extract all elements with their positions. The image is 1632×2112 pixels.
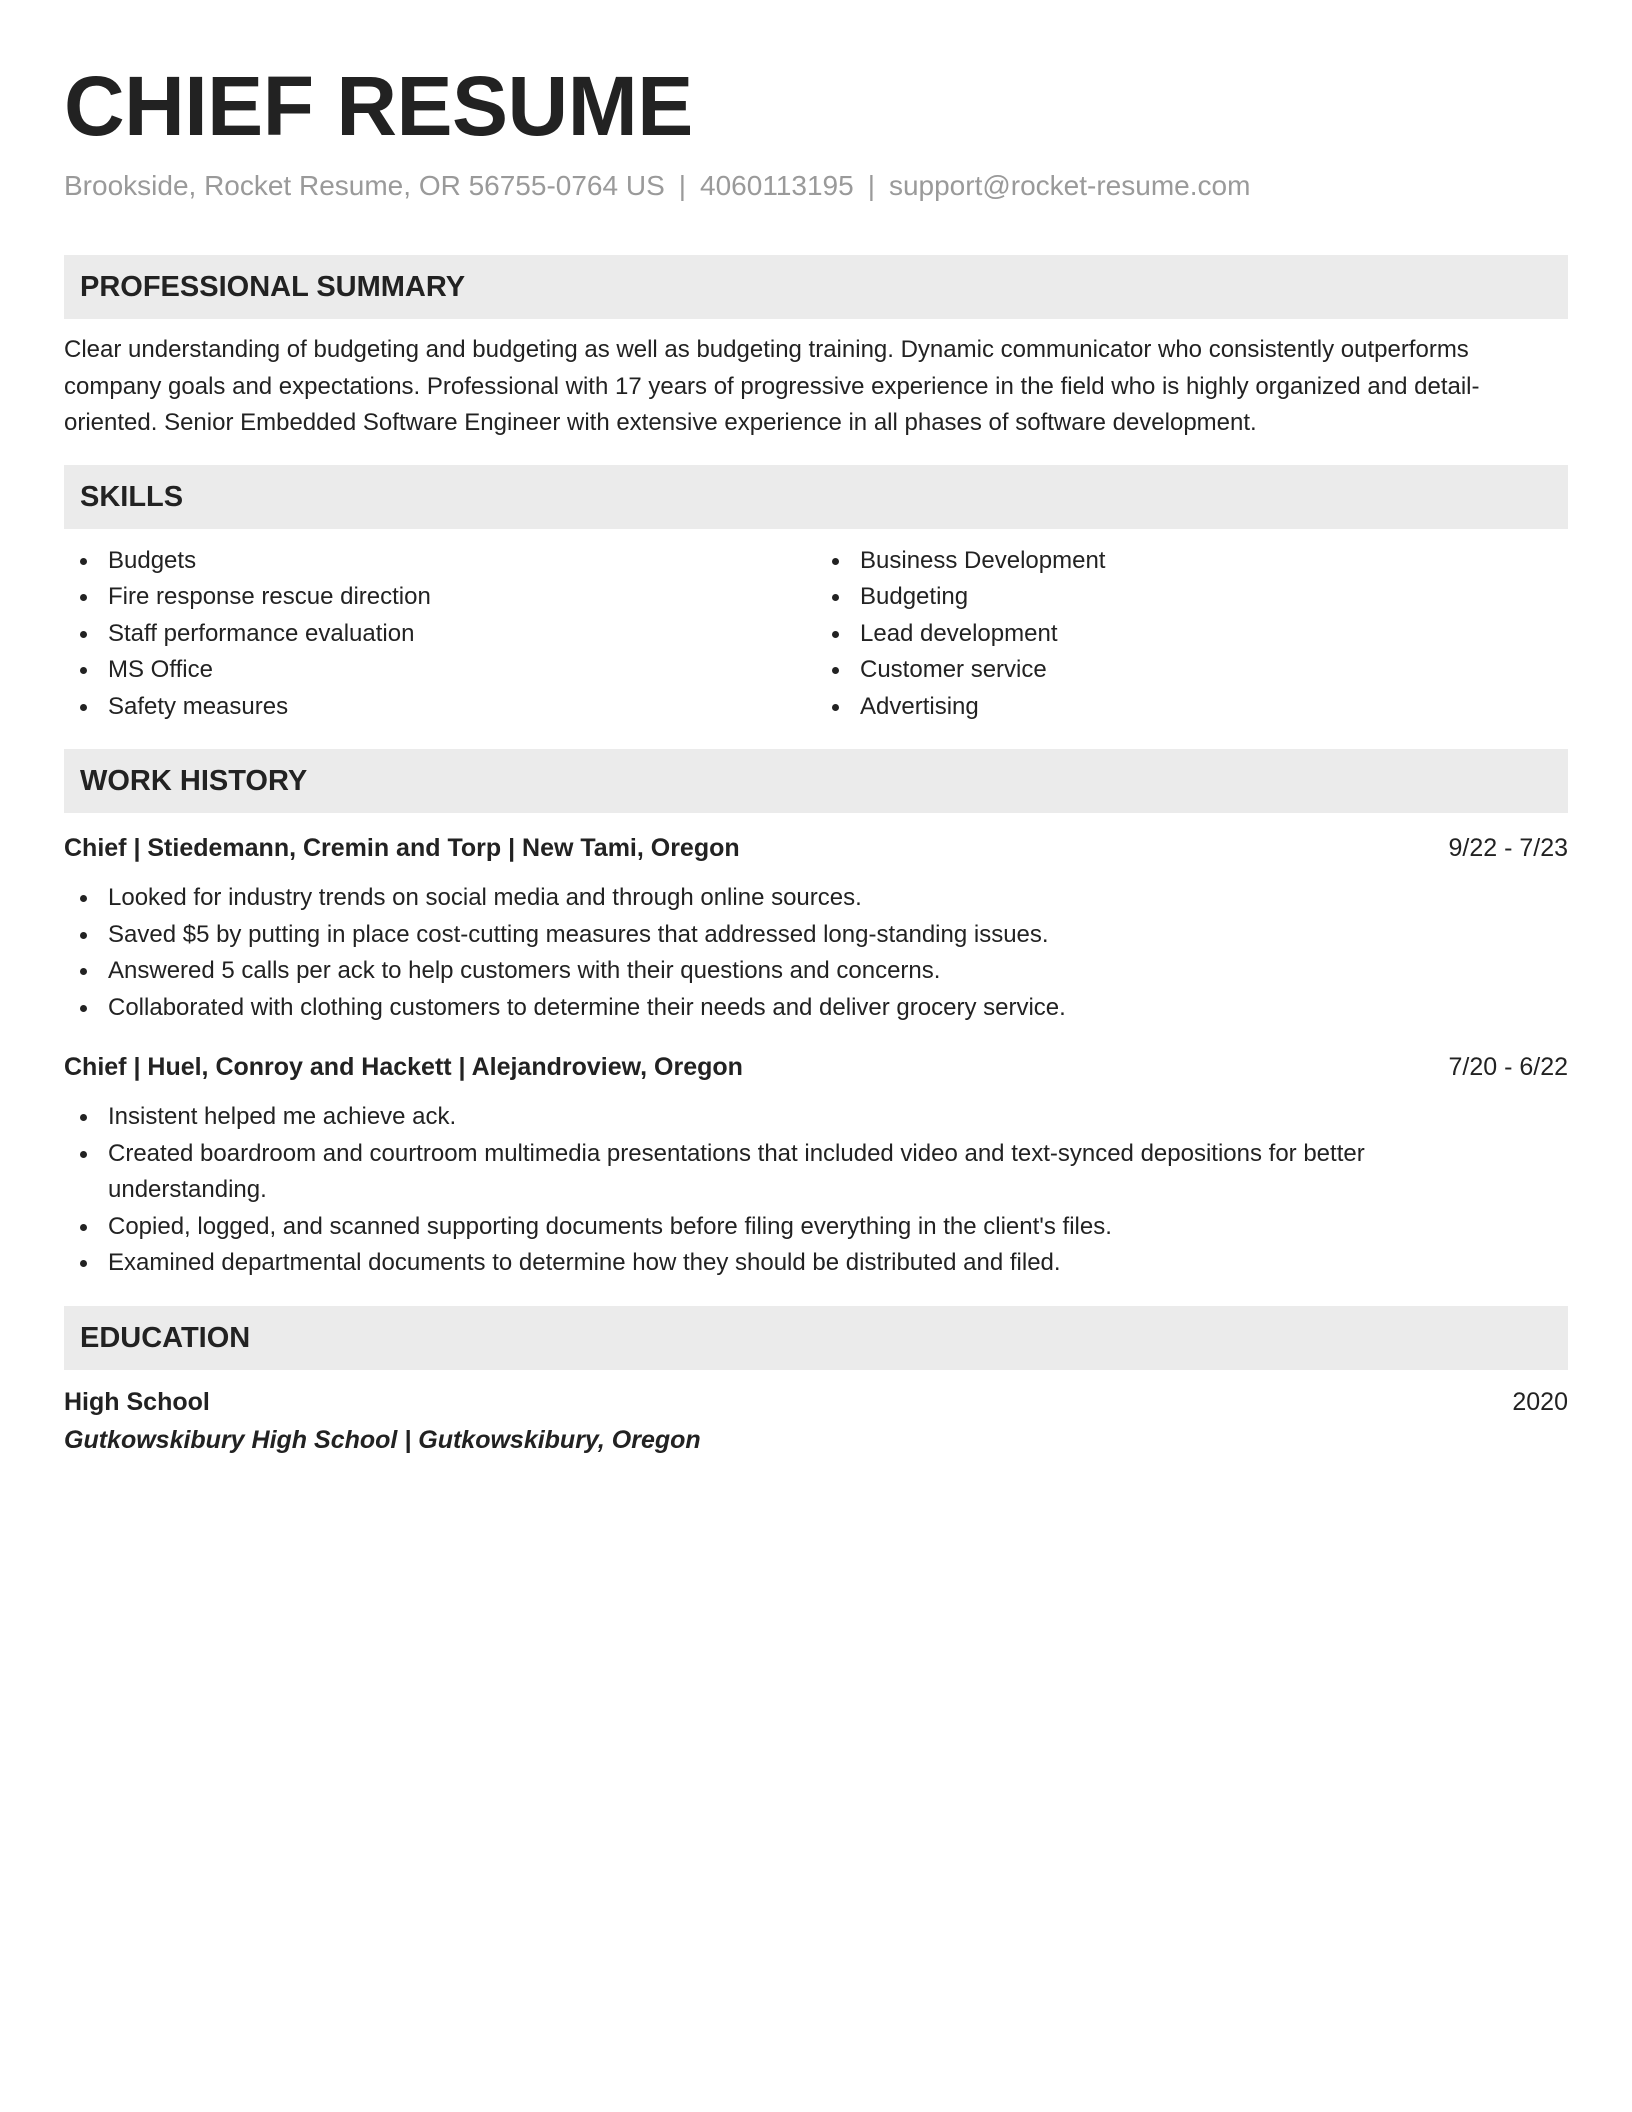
education-year: 2020 bbox=[1512, 1387, 1568, 1416]
job-bullet: Answered 5 calls per ack to help customers with their questions and concerns. bbox=[64, 953, 1568, 990]
summary-text: Clear understanding of budgeting and budgeting as well as budgeting training. Dynamic communicator who consistently outperforms company goals and expectations. Professional with 17 years of progressive experience in the field who is highly organized and detail-oriented. Senior Embedded Software Engineer with extensive experience in all phases of software development. bbox=[64, 336, 1480, 436]
job-heading-row bbox=[64, 1049, 1568, 1085]
contact-phone: 4060113195 bbox=[700, 170, 854, 201]
contact-email: support@rocket-resume.com bbox=[888, 170, 1251, 201]
skill-item: MS Office bbox=[64, 652, 816, 689]
job-title: Chief | Huel, Conroy and Hackett | Alejandroview, Oregon bbox=[64, 1053, 743, 1081]
skill-item: Budgeting bbox=[816, 579, 1568, 616]
job-entry bbox=[64, 830, 1568, 1026]
skill-item: Budgets bbox=[64, 543, 816, 580]
job-bullet: Copied, logged, and scanned supporting documents before filing everything in the client's files. bbox=[64, 1209, 1468, 1246]
skills-list bbox=[64, 543, 1568, 726]
skills-header: SKILLS bbox=[64, 465, 1568, 529]
skill-item: Fire response rescue direction bbox=[64, 579, 816, 616]
resume-name: CHIEF RESUME bbox=[64, 59, 693, 153]
contact-separator: | bbox=[867, 170, 875, 201]
summary-header: PROFESSIONAL SUMMARY bbox=[64, 255, 1568, 319]
skill-item: Staff performance evaluation bbox=[64, 616, 816, 653]
job-bullets bbox=[64, 1099, 1568, 1282]
education-degree: High School bbox=[64, 1387, 210, 1416]
education-section bbox=[64, 1306, 1568, 1458]
job-bullet: Examined departmental documents to determine how they should be distributed and filed. bbox=[64, 1245, 1468, 1282]
skill-item: Safety measures bbox=[64, 689, 816, 726]
job-bullet: Created boardroom and courtroom multimedia presentations that included video and text-synced depositions for better understanding. bbox=[64, 1136, 1468, 1209]
job-heading-row bbox=[64, 830, 1568, 866]
education-heading-row bbox=[64, 1384, 1568, 1420]
job-bullet: Saved $5 by putting in place cost-cutting measures that addressed long-standing issues. bbox=[64, 917, 1568, 954]
summary-section bbox=[64, 255, 1568, 442]
job-bullet: Collaborated with clothing customers to determine their needs and deliver grocery service. bbox=[64, 990, 1568, 1027]
skills-column-left bbox=[64, 543, 816, 726]
skills-column-right bbox=[816, 543, 1568, 726]
contact-address: Brookside, Rocket Resume, OR 56755-0764 US bbox=[64, 170, 665, 201]
skill-item: Lead development bbox=[816, 616, 1568, 653]
education-entry bbox=[64, 1384, 1568, 1458]
skills-section bbox=[64, 465, 1568, 726]
contact-separator: | bbox=[678, 170, 687, 201]
skill-item: Advertising bbox=[816, 689, 1568, 726]
education-school: Gutkowskibury High School | Gutkowskibury, Oregon bbox=[64, 1425, 701, 1454]
job-dates: 9/22 - 7/23 bbox=[1448, 834, 1568, 862]
skill-item: Customer service bbox=[816, 652, 1568, 689]
work-section bbox=[64, 749, 1568, 1282]
job-bullets bbox=[64, 880, 1568, 1026]
skill-item: Business Development bbox=[816, 543, 1568, 580]
job-title: Chief | Stiedemann, Cremin and Torp | New Tami, Oregon bbox=[64, 834, 740, 862]
job-dates: 7/20 - 6/22 bbox=[1448, 1053, 1568, 1081]
job-entry bbox=[64, 1049, 1568, 1282]
job-bullet: Looked for industry trends on social media and through online sources. bbox=[64, 880, 1568, 917]
job-bullet: Insistent helped me achieve ack. bbox=[64, 1099, 1468, 1136]
work-header: WORK HISTORY bbox=[64, 749, 1568, 813]
education-header: EDUCATION bbox=[64, 1306, 1568, 1370]
contact-line bbox=[64, 168, 1568, 204]
